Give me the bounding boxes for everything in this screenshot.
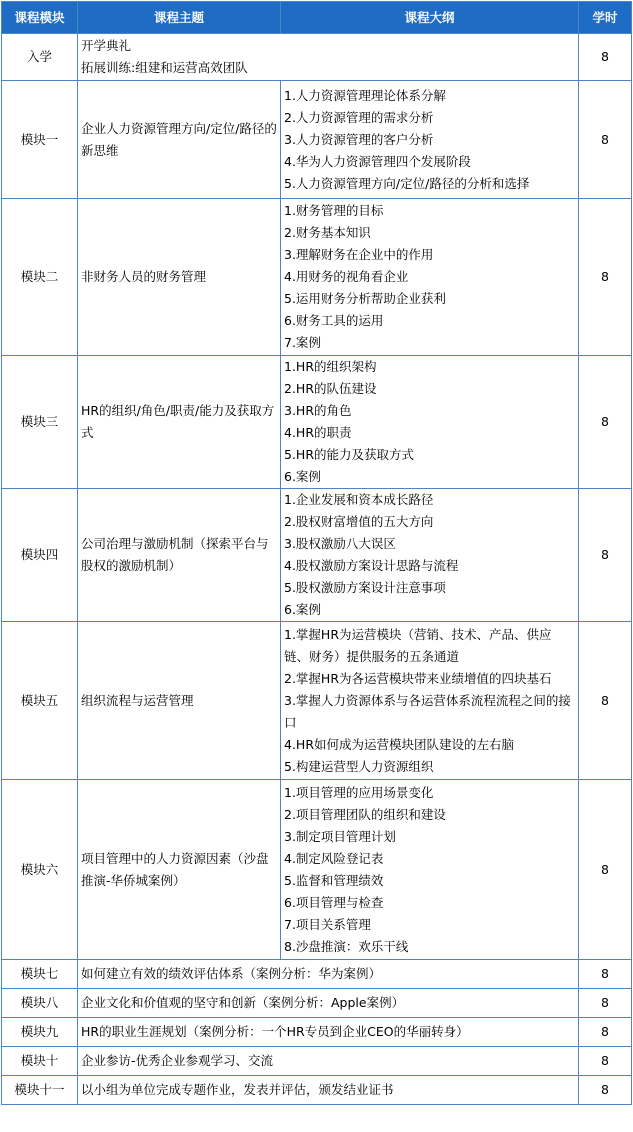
table-row <box>2 960 632 989</box>
hours-cell: 8 <box>579 489 632 622</box>
topic-line: 开学典礼 <box>81 38 132 53</box>
hours-cell: 8 <box>579 81 632 199</box>
outline-cell <box>281 81 579 199</box>
outline-item: 8.沙盘推演：欢乐干线 <box>284 938 409 954</box>
outline-item: 3.HR的角色 <box>284 403 352 418</box>
outline-cell <box>281 622 579 780</box>
module-cell: 模块八 <box>2 989 78 1018</box>
outline-item: 3.理解财务在企业中的作用 <box>284 247 434 262</box>
outline-item: 2.财务基本知识 <box>284 225 371 240</box>
module-cell: 模块二 <box>2 199 78 356</box>
table-row <box>2 1047 632 1076</box>
header-module: 课程模块 <box>2 2 78 34</box>
outline-cell <box>281 356 579 489</box>
module-cell: 模块一 <box>2 81 78 199</box>
module-cell: 模块三 <box>2 356 78 489</box>
outline-item: 3.制定项目管理计划 <box>284 828 396 844</box>
hours-cell: 8 <box>579 34 632 81</box>
topic-cell: 非财务人员的财务管理 <box>78 199 281 356</box>
outline-item: 1.企业发展和资本成长路径 <box>284 492 434 507</box>
module-cell: 模块五 <box>2 622 78 780</box>
topic-cell: 以小组为单位完成专题作业，发表并评估，颁发结业证书 <box>78 1076 579 1105</box>
outline-item: 4.用财务的视角看企业 <box>284 269 409 284</box>
module-cell: 模块九 <box>2 1018 78 1047</box>
outline-item: 4.华为人力资源管理四个发展阶段 <box>284 153 471 169</box>
outline-item: 4.HR如何成为运营模块团队建设的左右脑 <box>284 736 515 752</box>
outline-item: 5.HR的能力及获取方式 <box>284 447 415 462</box>
outline-item: 5.运用财务分析帮助企业获利 <box>284 291 446 306</box>
table-row <box>2 34 632 81</box>
outline-item: 6.案例 <box>284 602 321 617</box>
outline-item: 1.掌握HR为运营模块（营销、技术、产品、供应链、财务）提供服务的五条通道 <box>284 626 552 664</box>
header-topic: 课程主题 <box>78 2 281 34</box>
outline-item: 1.HR的组织架构 <box>284 359 377 374</box>
module-cell: 模块六 <box>2 780 78 960</box>
outline-item: 7.案例 <box>284 335 321 350</box>
outline-item: 1.财务管理的目标 <box>284 203 384 218</box>
topic-cell: HR的职业生涯规划（案例分析：一个HR专员到企业CEO的华丽转身） <box>78 1018 579 1047</box>
hours-cell: 8 <box>579 1018 632 1047</box>
hours-cell: 8 <box>579 960 632 989</box>
hours-cell: 8 <box>579 1076 632 1105</box>
table-row <box>2 989 632 1018</box>
table-row <box>2 356 632 489</box>
hours-cell: 8 <box>579 989 632 1018</box>
outline-item: 5.股权激励方案设计注意事项 <box>284 580 446 595</box>
topic-cell: 如何建立有效的绩效评估体系（案例分析：华为案例） <box>78 960 579 989</box>
table-row <box>2 622 632 780</box>
outline-item: 2.项目管理团队的组织和建设 <box>284 806 446 822</box>
hours-cell: 8 <box>579 780 632 960</box>
header-outline: 课程大纲 <box>281 2 579 34</box>
outline-item: 3.人力资源管理的客户分析 <box>284 131 434 147</box>
outline-item: 5.构建运营型人力资源组织 <box>284 758 434 774</box>
topic-cell: 企业人力资源管理方向/定位/路径的新思维 <box>78 81 281 199</box>
outline-cell <box>281 489 579 622</box>
table-row <box>2 780 632 960</box>
topic-line: 拓展训练:组建和运营高效团队 <box>81 60 248 75</box>
outline-item: 2.股权财富增值的五大方向 <box>284 514 434 529</box>
outline-item: 1.人力资源管理理论体系分解 <box>284 87 446 103</box>
table-row <box>2 1076 632 1105</box>
outline-item: 3.股权激励八大误区 <box>284 536 396 551</box>
outline-item: 5.监督和管理绩效 <box>284 872 384 888</box>
table-row <box>2 489 632 622</box>
outline-item: 6.案例 <box>284 469 321 484</box>
topic-cell: 项目管理中的人力资源因素（沙盘推演-华侨城案例） <box>78 780 281 960</box>
topic-cell: 企业文化和价值观的坚守和创新（案例分析：Apple案例） <box>78 989 579 1018</box>
hours-cell: 8 <box>579 622 632 780</box>
outline-cell <box>281 199 579 356</box>
outline-cell <box>281 780 579 960</box>
module-cell: 模块十一 <box>2 1076 78 1105</box>
module-cell: 入学 <box>2 34 78 81</box>
outline-item: 2.掌握HR为各运营模块带来业绩增值的四块基石 <box>284 670 552 686</box>
outline-item: 2.HR的队伍建设 <box>284 381 377 396</box>
module-cell: 模块十 <box>2 1047 78 1076</box>
topic-cell: HR的组织/角色/职责/能力及获取方式 <box>78 356 281 489</box>
outline-item: 4.HR的职责 <box>284 425 352 440</box>
hours-cell: 8 <box>579 199 632 356</box>
table-row <box>2 199 632 356</box>
outline-item: 7.项目关系管理 <box>284 916 371 932</box>
outline-item: 4.制定风险登记表 <box>284 850 384 866</box>
topic-cell: 公司治理与激励机制（探索平台与股权的激励机制） <box>78 489 281 622</box>
header-hours: 学时 <box>579 2 632 34</box>
hours-cell: 8 <box>579 1047 632 1076</box>
hours-cell: 8 <box>579 356 632 489</box>
module-cell: 模块四 <box>2 489 78 622</box>
topic-cell: 企业参访-优秀企业参观学习、交流 <box>78 1047 579 1076</box>
table-row <box>2 1018 632 1047</box>
outline-item: 6.财务工具的运用 <box>284 313 384 328</box>
outline-item: 3.掌握人力资源体系与各运营体系流程流程之间的接口 <box>284 692 571 730</box>
outline-item: 2.人力资源管理的需求分析 <box>284 109 434 125</box>
outline-item: 4.股权激励方案设计思路与流程 <box>284 558 459 573</box>
outline-item: 1.项目管理的应用场景变化 <box>284 784 434 800</box>
outline-item: 6.项目管理与检查 <box>284 894 384 910</box>
module-cell: 模块七 <box>2 960 78 989</box>
topic-cell <box>78 34 579 81</box>
curriculum-table <box>1 1 632 1105</box>
outline-item: 5.人力资源管理方向/定位/路径的分析和选择 <box>284 175 530 191</box>
table-row <box>2 81 632 199</box>
header-row <box>2 2 632 34</box>
topic-cell: 组织流程与运营管理 <box>78 622 281 780</box>
